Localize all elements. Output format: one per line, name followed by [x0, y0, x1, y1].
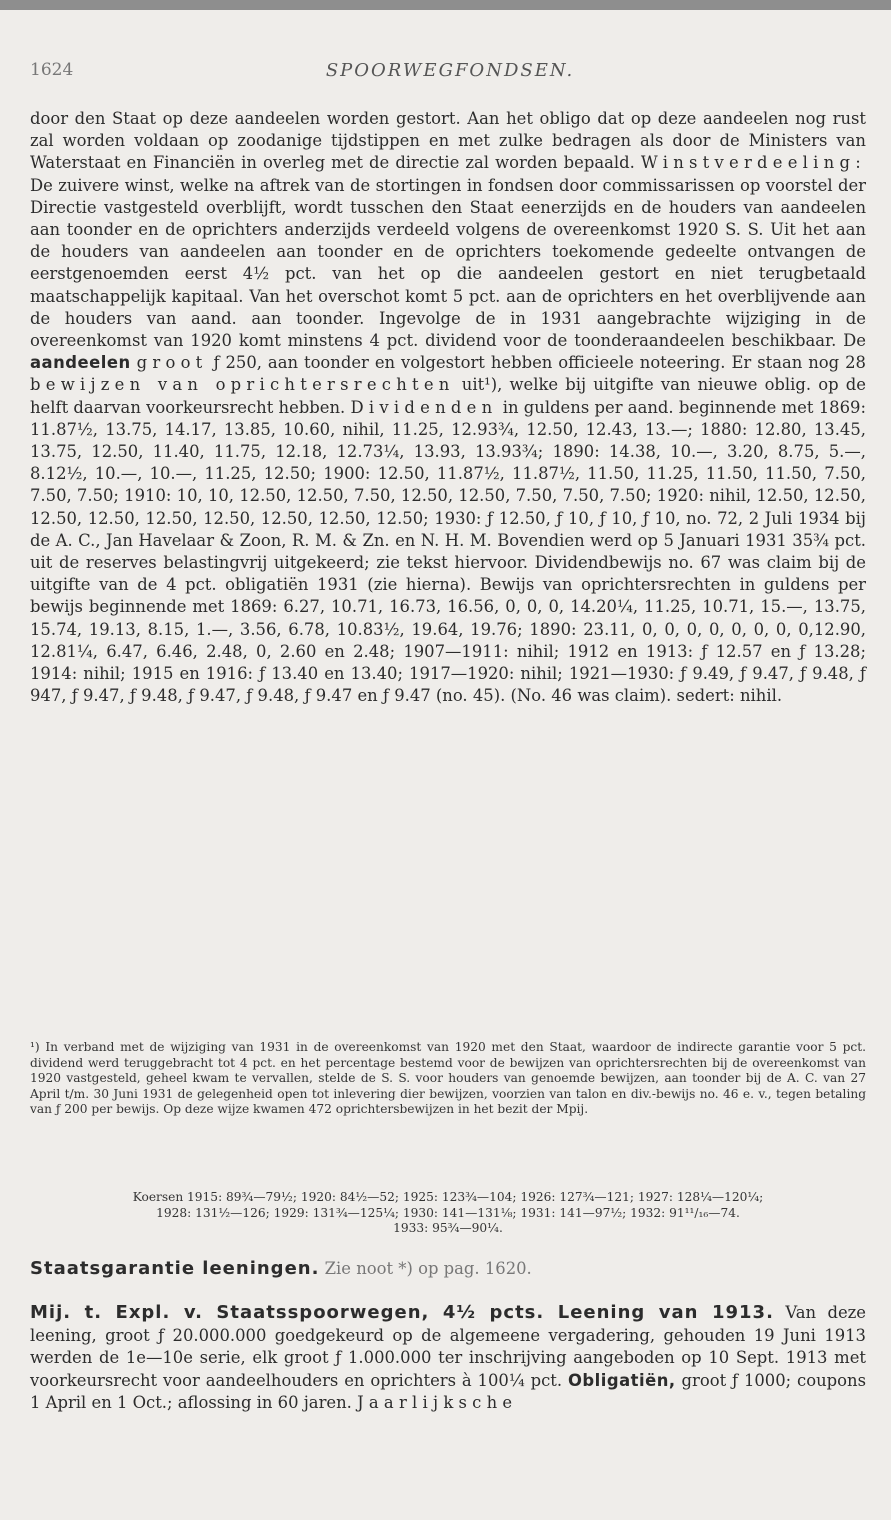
- koersen-line: 1928: 131½—126; 1929: 131¾—125¼; 1930: 141—131⅛; 1931: 141—97½; 1932: 91¹¹/₁₆—74.: [156, 1205, 740, 1220]
- leening-text-2: groot ƒ 1000; coupons 1 April en 1 Oct.; aflossing in 60 jaren.: [30, 1370, 866, 1412]
- winstverdeeling-label: Winstverdeeling:: [640, 153, 866, 173]
- bewijzen-label: bewijzen van oprichtersrechten: [30, 375, 455, 395]
- koersen-block: [30, 1190, 866, 1237]
- leening-title: Mij. t. Expl. v. Staatsspoorwegen, 4½ pcts. Leening van 1913.: [30, 1302, 774, 1323]
- text-segment-2: De zuivere winst, welke na aftrek van de stortingen in fondsen door commissarissen op voorstel der Directie vastgesteld overblijft, wordt tusschen den Staat eenerzijds en de houders van aandeelen aan toonder en de oprichters anderzijds verdeeld volgens de overeenkomst 1920 S. S. Uit het aan de houders van aandeelen aan toonder en de oprichters toekomende gedeelte ontvangen de eerstgenoemden eerst 4½ pct. van het op die aandeelen gestort en niet terugbetaald maatschappelijk kapitaal. Van het overschot komt 5 pct. aan de oprichters en het overblijvende aan de houders van aand. aan toonder. Ingevolge de in 1931 aangebrachte wijziging in de overeenkomst van 1920 komt minstens 4 pct. dividend voor de toonderaandeelen beschikbaar. De: [30, 175, 866, 351]
- scan-edge-band: [0, 0, 891, 10]
- jaarlijksche-label: Jaarlijksche: [357, 1393, 518, 1412]
- leening-paragraph: [30, 1302, 866, 1415]
- aandeelen-label: aandeelen: [30, 353, 131, 373]
- groot-label: groot: [136, 353, 208, 373]
- leening-section: [30, 1302, 866, 1415]
- text-segment-4: uit¹), welke bij uitgifte van nieuwe oblig. op de helft daarvan voorkeursrecht hebben.: [30, 375, 866, 417]
- main-paragraph: [30, 108, 866, 707]
- koersen-line: Koersen 1915: 89¾—79½; 1920: 84½—52; 1925: 123¾—104; 1926: 127¾—121; 1927: 128¼—120¼;: [132, 1190, 764, 1204]
- staatsgarantie-text: Zie noot *) op pag. 1620.: [324, 1259, 532, 1278]
- text-segment-1: door den Staat op deze aandeelen worden gestort. Aan het obligo dat op deze aandeelen nog rust zal worden voldaan op zoodanige tijdstippen en met zulke bedragen als door de Ministers van Waterstaat en Financiën in overleg met de directie zal worden bepaald.: [30, 109, 866, 173]
- staatsgarantie-title: Staatsgarantie leeningen.: [30, 1258, 320, 1279]
- running-title: SPOORWEGFONDSEN.: [325, 60, 575, 81]
- footnote: [30, 1040, 866, 1118]
- page-number: 1624: [30, 60, 74, 80]
- page-header: [30, 60, 870, 90]
- staatsgarantie-section: [30, 1258, 866, 1280]
- leening-text-1: Van deze leening, groot ƒ 20.000.000 goedgekeurd op de algemeene vergadering, gehouden 19 Juni 1913 werden de 1e—10e serie, elk groot ƒ 1.000.000 ter inschrijving aangeboden op 10 Sept. 1913 met voorkeursrecht voor aandeelhouders en oprichters à 100¼ pct.: [30, 1303, 866, 1390]
- obligatien-label: Obligatiën,: [567, 1370, 676, 1390]
- dividenden-label: Dividenden: [350, 397, 498, 417]
- koersen-line: 1933: 95¾—90¼.: [393, 1221, 503, 1236]
- text-segment-5: in guldens per aand. beginnende met 1869: 11.87½, 13.75, 14.17, 13.85, 10.60, nihil, 11.25, 12.93¾, 12.50, 12.43, 13.—; 1880: 12.80, 13.45, 13.75, 12.50, 11.40, 11.75, 12.18, 12.73¼, 13.93, 13.93¾; 1890: 14.38, 10.—, 3.20, 8.75, 5.—, 8.12½, 10.—, 10.—, 11.25, 12.50; 1900: 12.50, 11.87½, 11.87½, 11.50, 11.25, 11.50, 11.50, 7.50, 7.50, 7.50; 1910: 10, 10, 12.50, 12.50, 7.50, 12.50, 12.50, 7.50, 7.50, 7.50; 1920: nihil, 12.50, 12.50, 12.50, 12.50, 12.50, 12.50, 12.50, 12.50, 12.50; 1930: ƒ 12.50, ƒ 10, ƒ 10, ƒ 10, no. 72, 2 Juli 1934 bij de A. C., Jan Havelaar & Zoon, R. M. & Zn. en N. H. M. Bovendien werd op 5 Januari 1931 35¾ pct. uit de reserves belastingvrij uitgekeerd; zie tekst hiervoor. Dividendbewijs no. 67 was claim bij de uitgifte van de 4 pct. obligatiën 1931 (zie hierna). Bewijs van oprichtersrechten in guldens per bewijs beginnende met 1869: 6.27, 10.71, 16.73, 16.56, 0, 0, 0, 14.20¼, 11.25, 10.71, 15.—, 13.75, 15.74, 19.13, 8.15, 1.—, 3.56, 6.78, 10.83½, 19.64, 19.76; 1890: 23.11, 0, 0, 0, 0, 0, 0, 0, 0,12.90, 12.81¼, 6.47, 6.46, 2.48, 0, 2.60 en 2.48; 1907—1911: nihil; 1912 en 1913: ƒ 12.57 en ƒ 13.28; 1914: nihil; 1915 en 1916: ƒ 13.40 en 13.40; 1917—1920: nihil; 1921—1930: ƒ 9.49, ƒ 9.47, ƒ 9.48, ƒ 947, ƒ 9.47, ƒ 9.48, ƒ 9.47, ƒ 9.48, ƒ 9.47 en ƒ 9.47 (no. 45). (No. 46 was claim). sedert: nihil.: [30, 397, 866, 706]
- text-segment-3: ƒ 250, aan toonder en volgestort hebben officieele noteering. Er staan nog 28: [213, 353, 866, 373]
- footnote-text: ¹) In verband met de wijziging van 1931 in de overeenkomst van 1920 met den Staat, waardoor de indirecte garantie voor 5 pct. dividend werd teruggebracht tot 4 pct. en het percentage bestemd voor de bewijzen van oprichtersrechten bij de overeenkomst van 1920 vastgesteld, geheel kwam te vervallen, stelde de S. S. voor houders van genoemde bewijzen, aan toonder bij de A. C. van 27 April t/m. 30 Juni 1931 de gelegenheid open tot inlevering dier bewijzen, voorzien van talon en div.-bewijs no. 46 e. v., tegen betaling van ƒ 200 per bewijs. Op deze wijze kwamen 472 oprichtersbewijzen in het bezit der Mpij.: [30, 1040, 866, 1117]
- main-text-block: [30, 108, 866, 707]
